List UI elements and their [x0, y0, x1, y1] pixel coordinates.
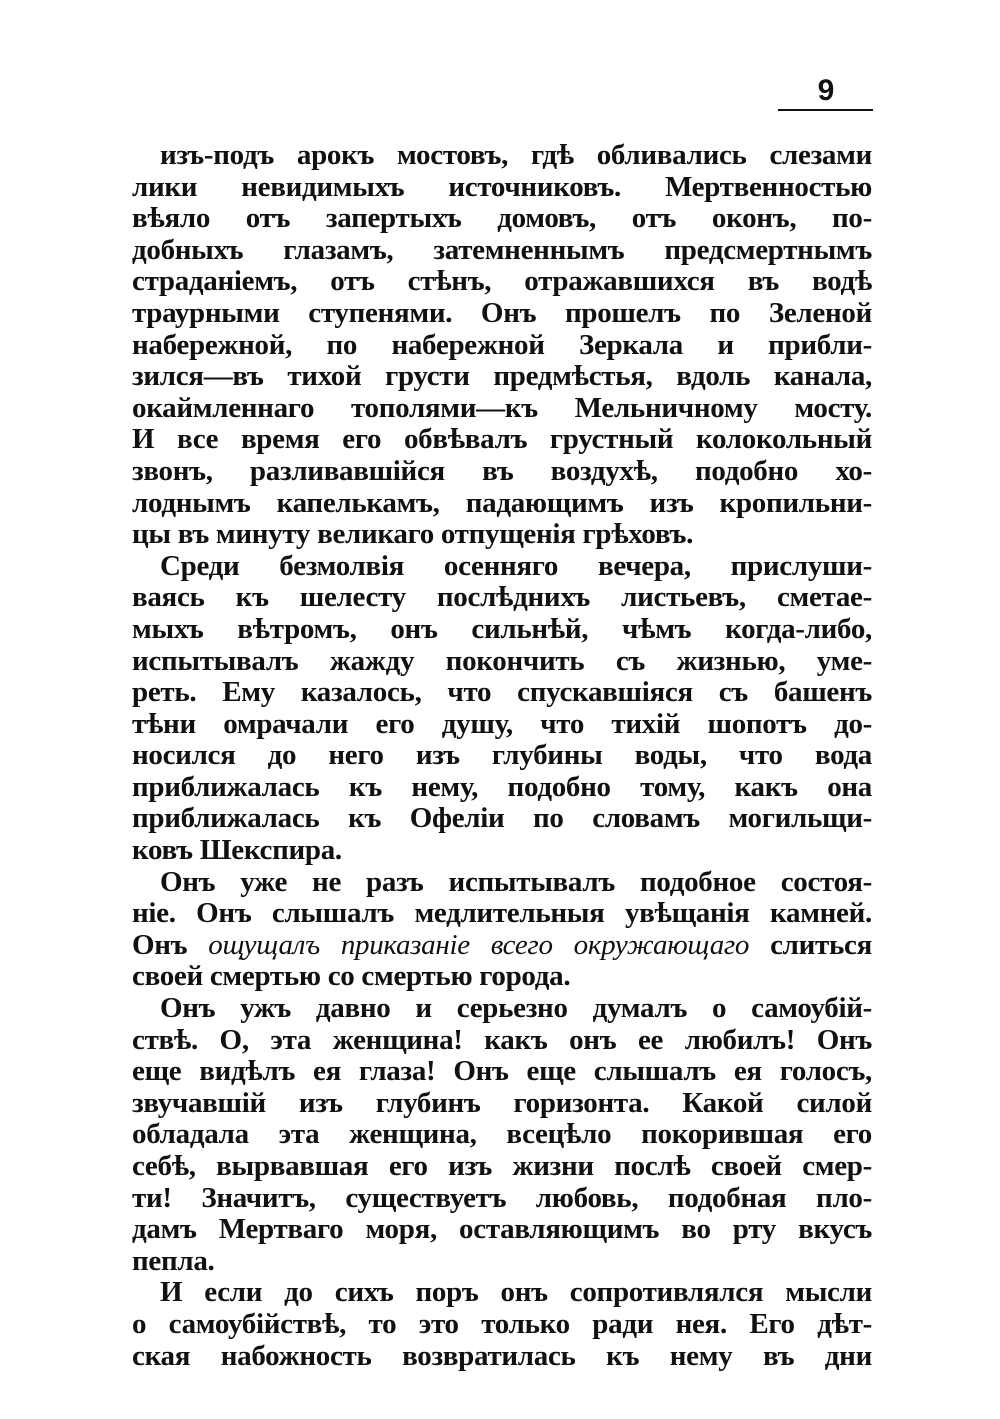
text-line: Онъ уже не разъ испытывалъ подобное состоя- — [160, 865, 872, 898]
italic-text: ощущалъ приказаніе всего окружающаго — [208, 928, 750, 961]
text-line: пепла. — [132, 1244, 215, 1277]
text-line: еще видѣлъ ея глаза! Онъ еще слышалъ ея голосъ, — [132, 1055, 872, 1088]
text-line: лики невидимыхъ источниковъ. Мертвенностью — [132, 170, 872, 203]
text-line: себѣ, вырвавшая его изъ жизни послѣ своей смер- — [132, 1150, 872, 1182]
text-line: своей смертью со смертью города. — [132, 960, 571, 993]
header-rule — [778, 109, 873, 111]
text-line: носился до него изъ глубины воды, что вода — [132, 739, 872, 772]
paragraph — [132, 867, 872, 993]
text-line: И если до сихъ поръ онъ сопротивлялся мысли — [160, 1276, 872, 1309]
text-line: траурными ступенями. Онъ прошелъ по Зеленой — [132, 296, 872, 329]
text-line: тѣни омрачали его душу, что тихій шопотъ до- — [132, 707, 872, 740]
text-line: приближалась къ Офеліи по словамъ могильщи- — [132, 802, 872, 835]
text-line: И все время его обвѣвалъ грустный колокольный — [132, 423, 872, 456]
text-line: ковъ Шекспира. — [132, 834, 342, 867]
text-line — [132, 930, 872, 962]
text-line: набережной, по набережной Зеркала и прибли- — [132, 328, 872, 361]
text-line: ваясь къ шелесту послѣднихъ листьевъ, сметае- — [132, 581, 872, 614]
text-line: вѣяло отъ запертыхъ домовъ, отъ оконъ, по- — [132, 202, 872, 235]
text-line: зился—въ тихой грусти предмѣстья, вдоль канала, — [132, 360, 872, 393]
text-line: реть. Ему казалось, что спускавшіяся съ башенъ — [132, 676, 872, 709]
text-line: обладала эта женщина, всецѣло покорившая его — [132, 1118, 872, 1151]
text-line: лоднымъ капелькамъ, падающимъ изъ кропильни- — [132, 486, 872, 519]
text-line: звучавшій изъ глубинъ горизонта. Какой силой — [132, 1086, 872, 1119]
paragraph — [132, 993, 872, 1277]
text-line: ская набожность возвратилась къ нему въ дни — [132, 1339, 872, 1372]
text-line: страданіемъ, отъ стѣнъ, отражавшихся въ водѣ — [132, 265, 872, 298]
text-line: ніе. Онъ слышалъ медлительныя увѣщанія камней. — [132, 897, 872, 930]
text-span: Онъ — [132, 928, 209, 961]
page-number: 9 — [817, 74, 835, 107]
text-line: ствѣ. О, эта женщина! какъ онъ ее любилъ! Онъ — [132, 1023, 872, 1056]
body-text — [132, 140, 872, 1372]
text-line: цы въ минуту великаго отпущенія грѣховъ. — [132, 518, 694, 551]
text-line: окаймленнаго тополями—къ Мельничному мосту. — [132, 391, 872, 424]
text-line: ти! Значитъ, существуетъ любовь, подобная пло- — [132, 1181, 872, 1214]
text-span: слиться — [749, 928, 872, 961]
text-line: добныхъ глазамъ, затемненнымъ предсмертнымъ — [132, 233, 872, 266]
text-line: испытывалъ жажду покончить съ жизнью, уме- — [132, 644, 872, 677]
text-line: звонъ, разливавшійся въ воздухѣ, подобно хо- — [132, 454, 872, 487]
text-line: дамъ Мертваго моря, оставляющимъ во рту вкусъ — [132, 1213, 872, 1246]
text-line: Онъ ужъ давно и серьезно думалъ о самоубій- — [160, 992, 872, 1025]
paragraph — [132, 551, 872, 867]
text-line: приближалась къ нему, подобно тому, какъ она — [132, 770, 872, 803]
text-line: изъ-подъ арокъ мостовъ, гдѣ обливались слезами — [160, 139, 872, 171]
text-line: Среди безмолвія осенняго вечера, прислуши- — [160, 549, 872, 582]
text-line: о самоубійствѣ, то это только ради нея. Его дѣт- — [132, 1307, 872, 1340]
paragraph — [132, 140, 872, 551]
text-line: мыхъ вѣтромъ, онъ сильнѣй, чѣмъ когда-либо, — [132, 612, 872, 645]
paragraph — [132, 1277, 872, 1372]
